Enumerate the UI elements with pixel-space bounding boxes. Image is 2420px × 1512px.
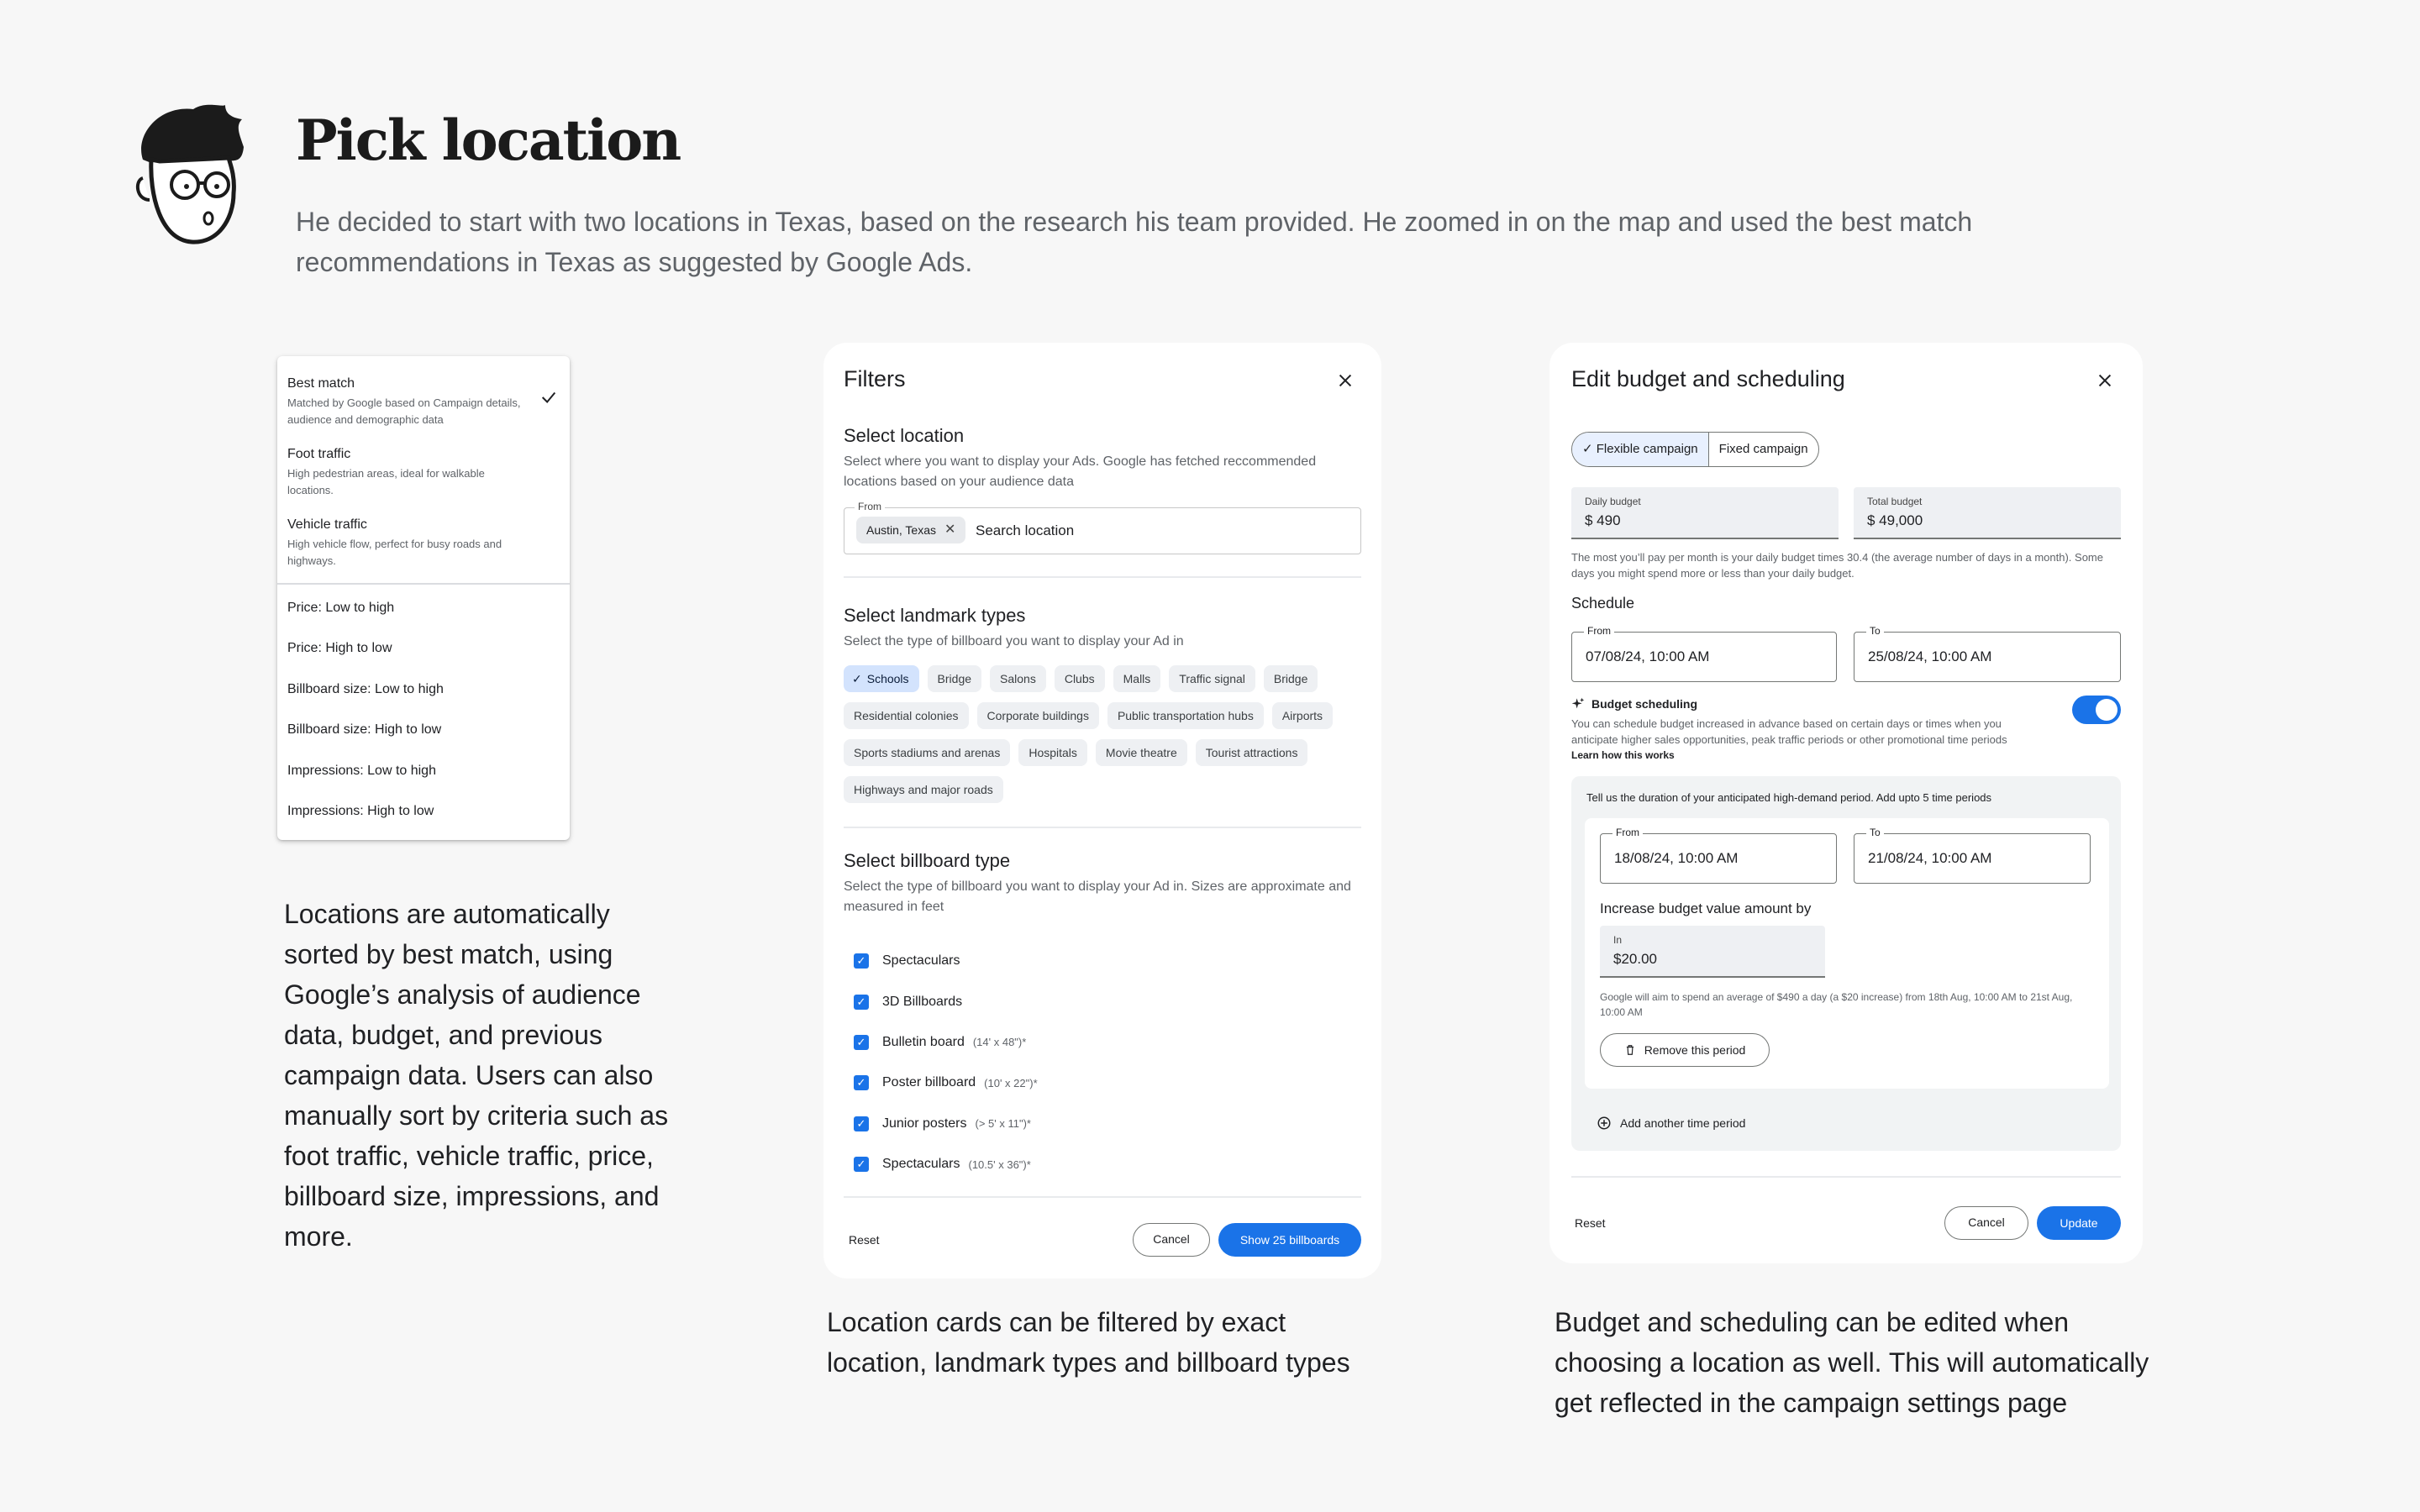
increase-amount-value: $20.00 bbox=[1613, 951, 1657, 967]
chip-airports[interactable]: Airports bbox=[1272, 702, 1333, 729]
checkmark-icon: ✓ bbox=[1582, 442, 1597, 456]
add-period-label: Add another time period bbox=[1620, 1116, 1746, 1130]
filters-title: Filters bbox=[844, 366, 906, 391]
chip-hospitals[interactable]: Hospitals bbox=[1018, 739, 1087, 766]
chip-tourist-attractions[interactable]: Tourist attractions bbox=[1196, 739, 1308, 766]
location-field-label: From bbox=[855, 501, 885, 512]
cancel-button[interactable]: Cancel bbox=[1133, 1223, 1210, 1257]
caption-budget: Budget and scheduling can be edited when choosing a location as well. This will automatically get reflected in the campaign settings page bbox=[1555, 1307, 2149, 1418]
increase-amount-field[interactable] bbox=[1600, 926, 1825, 978]
checkbox-checked[interactable]: ✓ bbox=[854, 953, 869, 969]
divider bbox=[844, 576, 1361, 578]
update-button[interactable]: Update bbox=[2037, 1206, 2121, 1240]
billboard-option-label: Junior posters bbox=[882, 1116, 967, 1131]
checkbox-checked[interactable]: ✓ bbox=[854, 1075, 869, 1090]
chip-public-transportation-hubs[interactable]: Public transportation hubs bbox=[1107, 702, 1264, 729]
schedule-from-value: 07/08/24, 10:00 AM bbox=[1586, 648, 1710, 664]
segment-fixed[interactable]: Fixed campaign bbox=[1718, 442, 1808, 456]
billboard-option-size: (10' x 22")* bbox=[984, 1076, 1038, 1089]
checkmark-icon bbox=[539, 388, 558, 407]
billboard-option-label: Spectaculars bbox=[882, 953, 960, 969]
schedule-from-field[interactable] bbox=[1571, 625, 1837, 682]
billboard-checkbox-list bbox=[854, 941, 1038, 1184]
toggle-knob bbox=[2096, 699, 2118, 721]
cancel-button[interactable]: Cancel bbox=[1944, 1206, 2028, 1240]
chip-label: Schools bbox=[866, 672, 909, 685]
remove-period-label: Remove this period bbox=[1644, 1042, 1746, 1057]
increase-title: Increase budget value amount by bbox=[1600, 900, 1812, 916]
divider bbox=[277, 583, 570, 585]
trash-icon bbox=[1624, 1044, 1636, 1056]
chip-movie-theatre[interactable]: Movie theatre bbox=[1096, 739, 1187, 766]
show-billboards-button[interactable]: Show 25 billboards bbox=[1218, 1223, 1361, 1257]
chip-salons[interactable]: Salons bbox=[990, 665, 1046, 692]
schedule-from-label: From bbox=[1584, 625, 1614, 637]
sort-option-size-high-low[interactable]: Billboard size: High to low bbox=[287, 722, 442, 738]
chip-bridge[interactable]: Bridge bbox=[928, 665, 981, 692]
billboard-option[interactable] bbox=[854, 1022, 1038, 1063]
total-budget-value: $ 49,000 bbox=[1867, 512, 1923, 528]
daily-budget-field[interactable] bbox=[1571, 487, 1839, 539]
chip-sports-stadiums[interactable]: Sports stadiums and arenas bbox=[844, 739, 1010, 766]
billboard-option[interactable] bbox=[854, 981, 1038, 1021]
sort-option-desc: High pedestrian areas, ideal for walkable locations. bbox=[287, 467, 485, 496]
checkmark-icon: ✓ bbox=[852, 672, 862, 685]
add-circle-icon bbox=[1597, 1116, 1612, 1131]
schedule-to-value: 25/08/24, 10:00 AM bbox=[1868, 648, 1992, 664]
segment-label: Flexible campaign bbox=[1596, 442, 1698, 456]
sort-menu bbox=[277, 356, 570, 840]
page-subtitle: He decided to start with two locations in Texas, based on the research his team provided. He zoomed in on the map and used the best match recommendations in Texas as suggested by Google Ads. bbox=[296, 207, 1973, 277]
learn-more-link[interactable]: Learn how this works bbox=[1571, 749, 1675, 761]
caption-sorting: Locations are automatically sorted by best match, using Google’s analysis of audience data, budget, and previous campaign data. Users can also manually sort by criteria such as foot traffic, vehicle traffic, price, billboard size, impressions, and more. bbox=[284, 899, 669, 1252]
divider bbox=[1571, 1176, 2121, 1178]
sort-option-desc: High vehicle flow, perfect for busy roads and highways. bbox=[287, 538, 502, 567]
period-to-value: 21/08/24, 10:00 AM bbox=[1868, 850, 1992, 866]
schedule-to-field[interactable] bbox=[1854, 625, 2121, 682]
chip-residential-colonies[interactable]: Residential colonies bbox=[844, 702, 969, 729]
billboard-option-size: (14' x 48")* bbox=[972, 1036, 1027, 1049]
daily-budget-value: $ 490 bbox=[1585, 512, 1621, 528]
total-budget-field[interactable] bbox=[1854, 487, 2121, 539]
sort-option-price-low-high[interactable]: Price: Low to high bbox=[287, 601, 395, 615]
billboard-option-label: 3D Billboards bbox=[882, 994, 963, 1009]
chip-clubs[interactable]: Clubs bbox=[1055, 665, 1105, 692]
period-from-value: 18/08/24, 10:00 AM bbox=[1614, 850, 1739, 866]
chip-corporate-buildings[interactable]: Corporate buildings bbox=[977, 702, 1099, 729]
billboard-option-size: (> 5' x 11")* bbox=[975, 1117, 1031, 1131]
landmark-section-title: Select landmark types bbox=[844, 605, 1026, 626]
period-to-label: To bbox=[1866, 827, 1884, 838]
budget-scheduling-title: Budget scheduling bbox=[1591, 697, 1697, 711]
periods-intro: Tell us the duration of your anticipated high-demand period. Add upto 5 time periods bbox=[1586, 791, 1992, 804]
reset-button[interactable]: Reset bbox=[849, 1233, 880, 1247]
chip-malls[interactable]: Malls bbox=[1113, 665, 1161, 692]
billboard-option[interactable] bbox=[854, 1104, 1038, 1144]
chip-highways[interactable]: Highways and major roads bbox=[844, 776, 1003, 803]
budget-scheduling-desc: You can schedule budget increased in advance based on certain days or times when you anticipate higher sales opportunities, peak traffic periods or other promotional time periods bbox=[1571, 717, 2007, 746]
add-period-button[interactable] bbox=[1597, 1116, 1745, 1131]
close-icon[interactable] bbox=[2096, 371, 2114, 390]
billboard-option[interactable] bbox=[854, 1144, 1038, 1184]
budget-scheduling-toggle[interactable] bbox=[2072, 696, 2121, 724]
billboard-option[interactable] bbox=[854, 1063, 1038, 1103]
sort-option-foot-traffic[interactable] bbox=[277, 440, 570, 511]
sort-option-best-match[interactable] bbox=[277, 370, 570, 440]
billboard-option-label: Poster billboard bbox=[882, 1075, 976, 1090]
divider bbox=[844, 1196, 1361, 1198]
checkbox-checked[interactable]: ✓ bbox=[854, 1157, 869, 1172]
sort-option-impressions-low-high[interactable]: Impressions: Low to high bbox=[287, 763, 436, 778]
campaign-type-toggle bbox=[1571, 432, 1819, 467]
aim-note: Google will aim to spend an average of $490 a day (a $20 increase) from 18th Aug, 10:00 AM to 21st Aug, 10:00 AM bbox=[1600, 991, 2073, 1018]
billboard-option-size: (10.5' x 36")* bbox=[968, 1158, 1031, 1171]
landmark-section-desc: Select the type of billboard you want to display your Ad in bbox=[844, 634, 1184, 648]
location-chip-label: Austin, Texas bbox=[866, 523, 937, 537]
caption-filters: Location cards can be filtered by exact location, landmark types and billboard types bbox=[827, 1307, 1350, 1378]
checkbox-checked[interactable]: ✓ bbox=[854, 1035, 869, 1050]
location-field[interactable] bbox=[844, 501, 1361, 554]
sort-option-title: Foot traffic bbox=[287, 447, 351, 461]
remove-chip-icon[interactable]: ✕ bbox=[944, 522, 956, 537]
time-period-card bbox=[1585, 818, 2109, 1089]
sort-option-impressions-high-low[interactable]: Impressions: High to low bbox=[287, 803, 434, 818]
total-budget-label: Total budget bbox=[1867, 496, 1923, 507]
time-periods-section bbox=[1571, 776, 2121, 1151]
sort-option-desc: Matched by Google based on Campaign details, audience and demographic data bbox=[287, 396, 521, 426]
page-title: Pick location bbox=[296, 108, 681, 173]
schedule-to-label: To bbox=[1866, 625, 1884, 637]
billboard-option-label: Spectaculars bbox=[882, 1157, 960, 1172]
checkbox-checked[interactable]: ✓ bbox=[854, 995, 869, 1010]
billboard-section-desc: Select the type of billboard you want to display your Ad in. Sizes are approximate and measured in feet bbox=[844, 879, 1351, 914]
segment-flexible[interactable] bbox=[1572, 433, 1709, 466]
billboard-option-label: Bulletin board bbox=[882, 1034, 965, 1049]
budget-panel bbox=[1549, 343, 2143, 1263]
increase-amount-label: In bbox=[1613, 934, 1623, 946]
budget-note: The most you’ll pay per month is your daily budget times 30.4 (the average number of days in a month). Some days you might spend more or less than your daily budget. bbox=[1571, 551, 2103, 580]
checkbox-checked[interactable]: ✓ bbox=[854, 1116, 869, 1131]
remove-period-button[interactable] bbox=[1600, 1033, 1770, 1067]
period-from-label: From bbox=[1612, 827, 1643, 838]
close-icon[interactable] bbox=[1336, 371, 1355, 390]
budget-title: Edit budget and scheduling bbox=[1571, 366, 1845, 391]
location-chip[interactable] bbox=[856, 517, 965, 543]
chip-bridge-2[interactable]: Bridge bbox=[1264, 665, 1318, 692]
avatar bbox=[126, 101, 252, 252]
period-from-field[interactable] bbox=[1600, 827, 1837, 884]
sort-option-title: Best match bbox=[287, 376, 355, 391]
reset-button[interactable]: Reset bbox=[1575, 1216, 1606, 1230]
sparkle-icon bbox=[1571, 697, 1585, 711]
period-to-field[interactable] bbox=[1854, 827, 2091, 884]
sort-option-price-high-low[interactable]: Price: High to low bbox=[287, 641, 392, 656]
schedule-title: Schedule bbox=[1571, 595, 1635, 612]
sort-option-size-low-high[interactable]: Billboard size: Low to high bbox=[287, 681, 444, 696]
daily-budget-label: Daily budget bbox=[1585, 496, 1641, 507]
sort-option-vehicle-traffic[interactable] bbox=[277, 511, 570, 581]
filters-panel bbox=[823, 343, 1381, 1278]
billboard-option[interactable] bbox=[854, 941, 1038, 981]
sort-option-title: Vehicle traffic bbox=[287, 517, 367, 532]
billboard-section-title: Select billboard type bbox=[844, 850, 1011, 871]
location-section-desc: Select where you want to display your Ads. Google has fetched reccommended locations based on your audience data bbox=[844, 454, 1317, 489]
chip-traffic-signal[interactable]: Traffic signal bbox=[1169, 665, 1255, 692]
chip-schools[interactable] bbox=[844, 665, 919, 692]
location-section-title: Select location bbox=[844, 425, 965, 446]
search-location-input[interactable]: Search location bbox=[976, 522, 1075, 538]
divider bbox=[844, 827, 1361, 828]
landmark-chips bbox=[844, 665, 1365, 803]
